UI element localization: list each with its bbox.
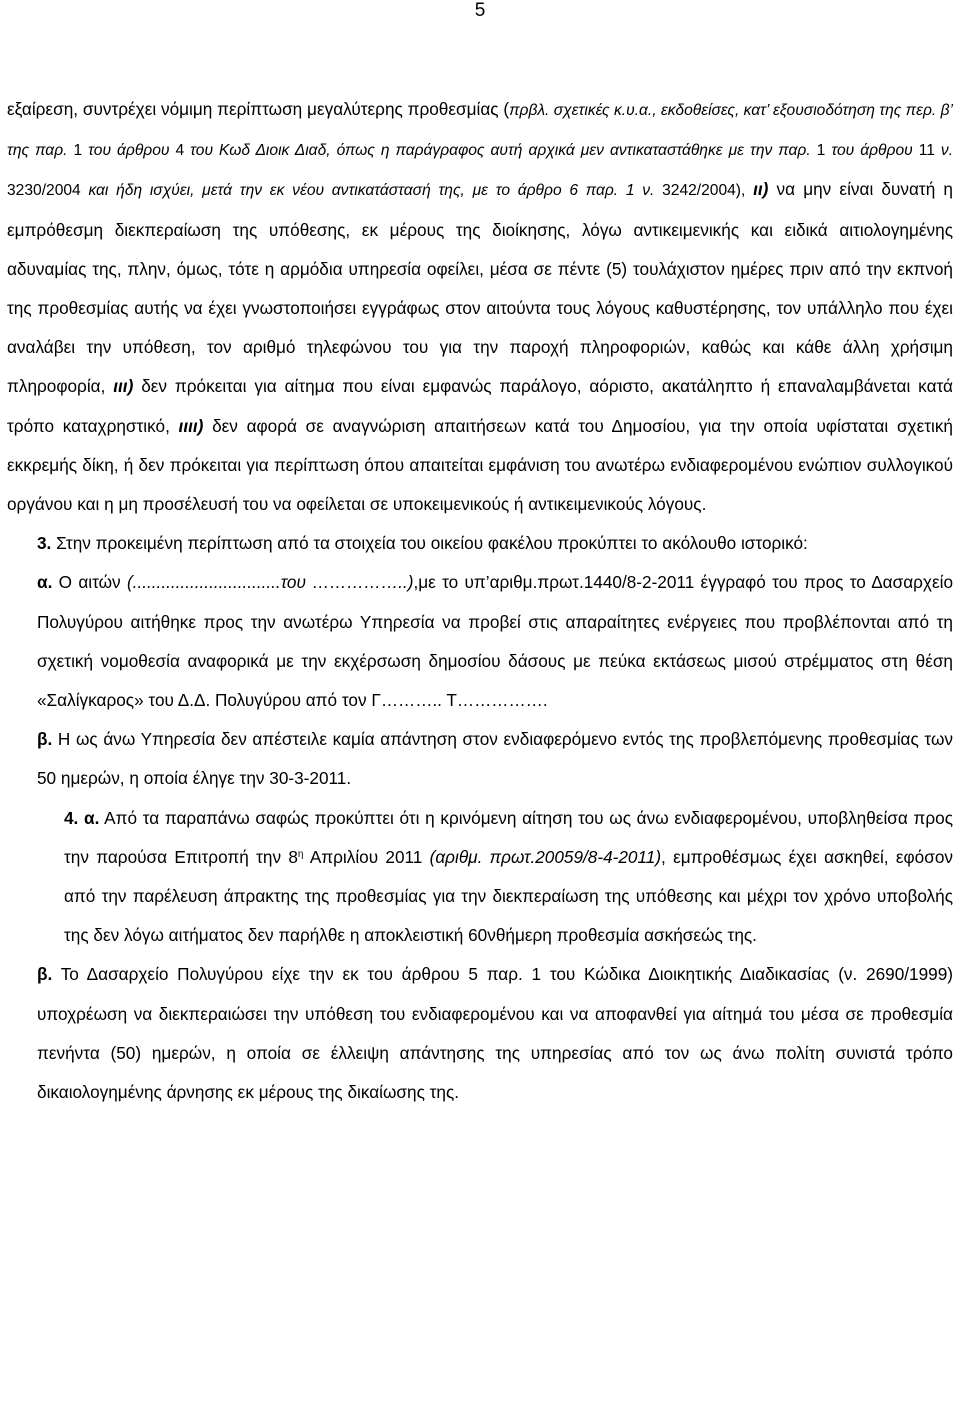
enum-marker: ιι) <box>753 179 769 200</box>
paragraph-4a <box>7 799 953 956</box>
text-run: δεν αφορά σε αναγνώριση απαιτήσεων κατά του Δημοσίου, για την οποία υφίσταται σχετική εκκρεμής δίκη, ή δεν πρόκειται για περίπτωση όπου απαιτείται εμφάνιση του ανωτέρω ενδιαφερομένου ενώπιον συλλογικού οργάνου και η μη προσέλευσή του να οφείλεται σε υποκειμενικούς ή αντικειμενικούς λόγους. <box>7 415 953 515</box>
paragraph-4b <box>7 955 953 1112</box>
text-run: 11 <box>912 142 941 160</box>
text-run: Το Δασαρχείο Πολυγύρου είχε την εκ του άρθρου 5 παρ. 1 του Κώδικα Διοικητικής Διαδικασίας (ν. 2690/1999) υποχρέωση να διεκπεραιώσει την υπόθεση του ενδιαφερομένου και να αποφανθεί για αίτημά του μέσα σε προθεσμία πενήντα (50) ημερών, η οποία σε έλλειψη απάντησης της υπηρεσίας από τον ως άνω πολίτη συνιστά τρόπο δικαιολογημένης άρνησης εκ μέρους της δικαίωσης της. <box>37 964 953 1103</box>
italic-run: του άρθρου <box>88 142 170 160</box>
text-run: Ο αιτών <box>52 572 127 593</box>
section-number: α. <box>37 572 53 593</box>
page-number: 5 <box>474 0 486 21</box>
text-run: 3230/2004 <box>7 182 89 200</box>
italic-run: ν. <box>940 142 954 160</box>
paragraph-exceptions <box>7 90 953 524</box>
italic-run: πρβλ. σχετικές κ.υ.α., εκδοθείσες, κατ’ εξουσιοδότηση της περ. β’ της παρ. <box>7 102 953 160</box>
italic-run: και ήδη ισχύει, μετά την εκ νέου αντικατάστασή της, με το άρθρο 6 παρ. 1 ν. <box>88 182 655 200</box>
enum-marker: ιιιι) <box>178 415 204 436</box>
text-run: 4 <box>169 142 191 160</box>
section-number: 3. <box>37 533 52 554</box>
section-number: β. <box>37 964 53 985</box>
text-run: δεν πρόκειται για αίτημα που είναι εμφανώς παράλογο, αόριστο, ακατάληπτο ή επαναλαμβάνεται κατά τρόπο καταχρηστικό, <box>7 376 953 436</box>
text-run: 1 <box>810 142 832 160</box>
text-run: 3242/2004), <box>654 182 754 200</box>
text-run: Απριλίου 2011 <box>303 846 430 867</box>
paragraph-3 <box>7 524 953 563</box>
paragraph-3a <box>7 563 953 720</box>
text-run: Από τα παραπάνω σαφώς προκύπτει ότι η κρινόμενη αίτηση του ως άνω ενδιαφερομένου, υποβληθείσα προς την παρούσα Επιτροπή την 8 <box>64 807 953 867</box>
text-run: Η ως άνω Υπηρεσία δεν απέστειλε καμία απάντηση στον ενδιαφερόμενο εντός της προβλεπόμενης προθεσμίας των 50 ημερών, η οποία έληγε την 30-3-2011. <box>37 729 953 789</box>
superscript: η <box>297 848 304 860</box>
text-run: Στην προκειμένη περίπτωση από τα στοιχεία του οικείου φακέλου προκύπτει το ακόλουθο ιστορικό: <box>51 533 808 554</box>
section-number: β. <box>37 729 53 750</box>
text-run: , εμπροθέσμως έχει ασκηθεί, εφόσον από την παρέλευση άπρακτης της προθεσμίας για την διεκπεραίωση της υπόθεσης και μέχρι τον χρόνο υποβολής της δεν λόγω αιτήματος δεν παρήλθε η αποκλειστική 60νθήμερη προθεσμία ασκήσεώς της. <box>64 846 953 946</box>
document-body <box>7 90 953 1112</box>
italic-run: του άρθρου <box>831 142 913 160</box>
text-run: ,με το υπ’αριθμ.πρωτ.1440/8-2-2011 έγγραφό του προς το Δασαρχείο Πολυγύρου αιτήθηκε προς την ανωτέρω Υπηρεσία να προβεί στις απαραίτητες ενέργειες που προβλέπονται από τη σχετική νομοθεσία αναφορικά με την εκχέρσωση δημοσίου δάσους με πεύκα εκτάσεως μισού στρέμματος στη θέση «Σαλίγκαρος» του Δ.Δ. Πολυγύρου από τον Γ……….. Τ……………. <box>37 572 953 711</box>
section-number: 4. α. <box>64 807 100 828</box>
paragraph-3b <box>7 720 953 798</box>
italic-run: του Κωδ Διοικ Διαδ, όπως η παράγραφος αυτή αρχικά μεν αντικαταστάθηκε με την παρ. <box>190 142 811 160</box>
text-run: εξαίρεση, συντρέχει νόμιμη περίπτωση μεγαλύτερης προθεσμίας ( <box>7 99 510 119</box>
italic-run: (αριθμ. πρωτ.20059/8-4-2011) <box>429 846 662 867</box>
enum-marker: ιιι) <box>113 376 134 397</box>
text-run: 1 <box>67 142 89 160</box>
text-run: να μην είναι δυνατή η εμπρόθεσμη διεκπεραίωση της υπόθεσης, εκ μέρους της διοίκησης, λόγω αντικειμενικής και ειδικά αιτιολογημένης αδυναμίας της, πλην, όμως, τότε η αρμόδια υπηρεσία οφείλει, μέσα σε πέντε (5) τουλάχιστον ημέρες πριν από την εκπνοή της προθεσμίας αυτής να έχει γνωστοποιήσει εγγράφως στον αιτούντα τους λόγους καθυστέρησης, τον υπάλληλο που έχει αναλάβει την υπόθεση, τον αριθμό τηλεφώνου του για την παροχή πληροφοριών, καθώς και κάθε άλλη χρήσιμη πληροφορία, <box>7 179 953 397</box>
italic-run: (...............................του ……………..) <box>126 572 414 593</box>
